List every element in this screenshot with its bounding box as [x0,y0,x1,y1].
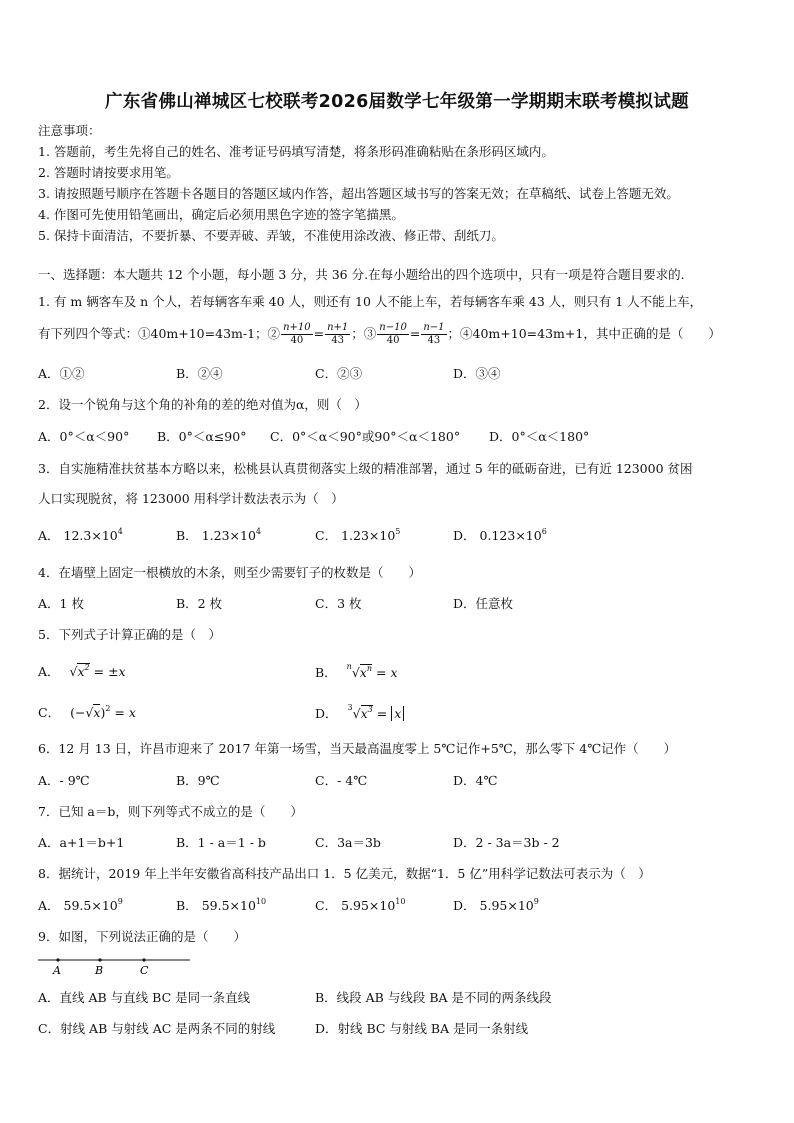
option-a: A．a+1＝b+1 [38,835,125,850]
option-c: C． $5.95\times 10^{10}$ [315,897,406,913]
option-d: D．4℃ [453,773,498,788]
option-d: D． $5.95\times 10^9$ [453,897,539,913]
line-figure [36,950,196,978]
point-b-label: B [95,964,104,977]
option-c: C．3a＝3b [315,835,381,850]
page-title: 广东省佛山禅城区七校联考2026届数学七年级第一学期期末联考模拟试题 [105,92,689,112]
option-b: B．②④ [176,366,223,381]
question-9-stem: 9．如图，下列说法正确的是（ ） [38,929,246,944]
option-c: C．②③ [315,366,363,381]
option-b: B．1 - a＝1 - b [176,835,266,850]
fraction: $\frac{n+1}{43}$ [327,322,349,346]
option-b: B． $1.23\times 10^4$ [176,527,261,543]
note-item: 4. 作图可先使用铅笔画出，确定后必须用黑色字迹的签字笔描黑。 [38,207,404,222]
option-b: B．线段 AB 与线段 BA 是不同的两条线段 [315,990,552,1005]
option-c: C．- 4℃ [315,773,368,788]
question-1-stem: 1. 有 m 辆客车及 n 个人，若每辆客车乘 40 人，则还有 10 人不能上车，若每辆客车乘 43 人，则只有 1 人不能上车， [38,294,703,309]
point-c-label: C [140,964,149,977]
note-item: 2. 答题时请按要求用笔。 [38,165,179,180]
option-b: B． $59.5\times 10^{10}$ [176,897,267,913]
option-c: C．射线 AB 与射线 AC 是两条不同的射线 [38,1021,276,1036]
point-c-dot [142,958,145,961]
equations-text: 有下列四个等式：①40m+10=43m-1；② [38,326,281,341]
option-d: D．0°＜α＜180° [489,429,590,444]
option-a: A． $√x^2 = \pm x$ [38,663,126,679]
fraction: $\frac{n+10}{40}$ [283,322,311,346]
question-8-stem: 8．据统计，2019 年上半年安徽省高科技产品出口 1．5 亿美元，数据“1．5 亿”用科学记数法可表示为（ ） [38,866,651,881]
question-1-equations: 有下列四个等式：①40m+10=43m-1；② $\frac{n+10}{40}$ = $\frac{n+1}{43}$ ；③ $\frac{n-10}{40}$ = $\frac{n-1}{43}$ ；④40m+10=43m+1，其中正确的是（ ） [38,322,721,346]
point-a-dot [56,958,59,961]
option-b: B．0°＜α≤90° [157,429,247,444]
note-item: 3. 请按照题号顺序在答题卡各题目的答题区域内作答，超出答题区域书写的答案无效；在草稿纸、试卷上答题无效。 [38,186,679,201]
option-a: A．0°＜α＜90° [38,429,130,444]
option-c: C． $1.23\times 10^5$ [315,527,401,543]
option-a: A．①② [38,366,85,381]
option-a: A．直线 AB 与直线 BC 是同一条直线 [38,990,251,1005]
option-a: A． $59.5\times 10^9$ [38,897,123,913]
option-d: D．射线 BC 与射线 BA 是同一条射线 [315,1021,529,1036]
section-heading: 一、选择题：本大题共 12 个小题，每小题 3 分，共 36 分.在每小题给出的四个选项中，只有一项是符合题目要求的. [38,267,685,282]
fraction: $\frac{n-10}{40}$ [379,322,407,346]
question-4-stem: 4．在墙壁上固定一根横放的木条，则至少需要钉子的枚数是（ ） [38,565,421,580]
point-b-dot [98,958,101,961]
option-b: B．2 枚 [176,596,223,611]
question-3-stem: 3．自实施精准扶贫基本方略以来，松桃县认真贯彻落实上级的精准部署，通过 5 年的砥砺奋进，已有近 123000 贫困 [38,461,693,476]
option-a: A． $12.3\times 10^4$ [38,527,123,543]
option-d: D． $0.123\times 10^6$ [453,527,547,543]
question-3-stem-cont: 人口实现脱贫，将 123000 用科学计数法表示为（ ） [38,491,344,506]
option-a: A．1 枚 [38,596,84,611]
note-item: 5. 保持卡面清洁，不要折暴、不要弄破、弄皱，不准使用涂改液、修正带、刮纸刀。 [38,228,504,243]
option-b: B． $^n√x^n = x$ [315,662,398,680]
option-c: C． $(-√x)^2 = x$ [38,704,136,720]
question-5-stem: 5．下列式子计算正确的是（ ） [38,627,221,642]
option-d: D．任意枚 [453,596,514,611]
option-d: D．③④ [453,366,501,381]
option-c: C．3 枚 [315,596,362,611]
notes-heading: 注意事项： [38,123,101,138]
note-item: 1. 答题前，考生先将自己的姓名、准考证号码填写清楚，将条形码准确粘贴在条形码区域内。 [38,144,554,159]
fraction: $\frac{n-1}{43}$ [423,322,445,346]
option-c: C．0°＜α＜90°或90°＜α＜180° [270,429,461,444]
option-d: D．2 - 3a＝3b - 2 [453,835,560,850]
option-a: A．- 9℃ [38,773,90,788]
option-d: D． $^3√x^3 = x$ [315,703,404,722]
point-a-label: A [53,964,61,977]
option-b: B．9℃ [176,773,220,788]
question-7-stem: 7．已知 a＝b，则下列等式不成立的是（ ） [38,804,303,819]
question-2-stem: 2．设一个锐角与这个角的补角的差的绝对值为α，则（ ） [38,397,367,412]
question-6-stem: 6．12 月 13 日，许昌市迎来了 2017 年第一场雪，当天最高温度零上 5℃记作+5℃，那么零下 4℃记作（ ） [38,741,677,756]
